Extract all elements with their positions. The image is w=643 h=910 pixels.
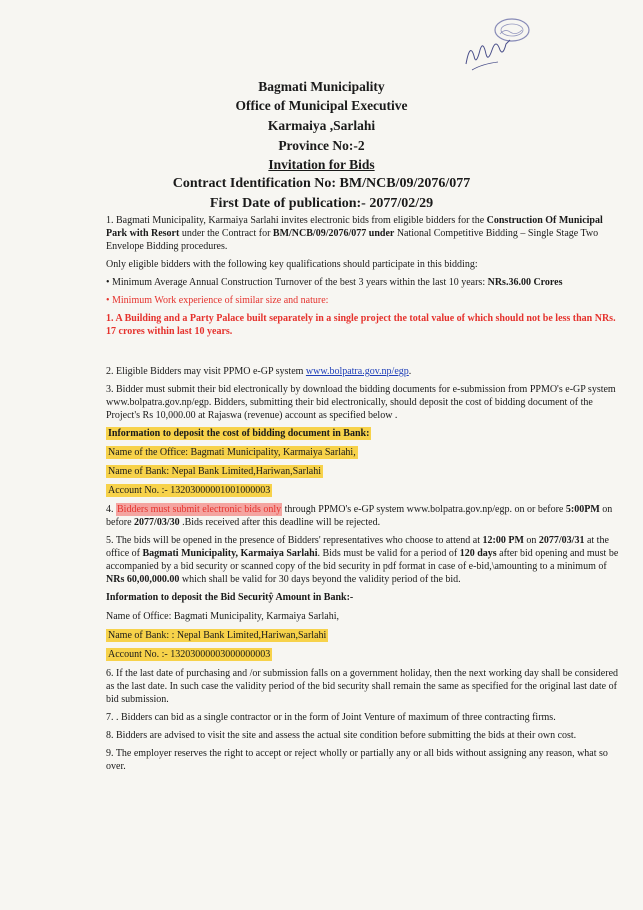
office-name: Office of Municipal Executive	[235, 98, 408, 113]
eligibility-intro: Only eligible bidders with the following key qualifications should participate in this bidding:	[106, 259, 478, 270]
document-title: Invitation for Bids	[268, 157, 375, 172]
egp-link[interactable]: www.bolpatra.gov.np/egp	[305, 366, 409, 377]
building-requirement: 1. A Building and a Party Palace built separately in a single project the total value of which should not be less than NRs. 17 crores within last 10 years.	[106, 313, 616, 337]
bank-name: Name of Bank: Nepal Bank Limited,Hariwan,Sarlahi	[108, 466, 321, 477]
bank-office-name: Name of the Office: Bagmati Municipality, Karmaiya Sarlahi,	[108, 447, 356, 458]
paragraph-2: 2. Eligible Bidders may visit PPMO e-GP system www.bolpatra.gov.np/egp.	[106, 366, 412, 377]
paragraph-9: 9. The employer reserves the right to accept or reject wholly or partially any or all bids without assigning any reason, what so over.	[106, 748, 608, 772]
publication-date: First Date of publication:- 2077/02/29	[209, 196, 434, 211]
org-name: Bagmati Municipality	[258, 79, 385, 94]
document-body	[106, 214, 622, 778]
paragraph-3: 3. Bidder must submit their bid electronically by download the bidding documents for e-submission from PPMO's e-GP system www.bolpatra.gov.np/egp. Bidders, submitting their bid electronically, should deposit the cost of bidding document of the Project's Rs 10,000.00 at Rajaswa (revenue) account as specified below .	[106, 384, 616, 421]
paragraph-4: 4. Bidders must submit electronic bids only through PPMO's e-GP system www.bolpatra.gov.np/egp. on or before 5:00PM on before 2077/03/30 .Bids received after this deadline will be rejected.	[106, 504, 613, 528]
paragraph-6: 6. If the last date of purchasing and /or submission falls on a government holiday, then the next working day shall be considered as the last date. In such case the validity period of the bid security shall remain the same as specified for the original last date of bid submission.	[106, 668, 619, 705]
province: Province No:-2	[278, 138, 365, 153]
bullet-turnover: • Minimum Average Annual Construction Turnover of the best 3 years within the last 10 years: NRs.36.00 Crores	[106, 277, 563, 288]
office-stamp-signature	[460, 12, 540, 82]
paragraph-1: 1. Bagmati Municipality, Karmaiya Sarlahi invites electronic bids from eligible bidders for the Construction Of Municipal Park with Resort under the Contract for BM/NCB/09/2076/077 under National Competitive Bidding – Single Stage Two Envelope Bidding procedures.	[106, 215, 603, 252]
paragraph-5: 5. The bids will be opened in the presence of Bidders' representatives who choose to attend at 12:00 PM on 2077/03/31 at the office of Bagmati Municipality, Karmaiya Sarlahi. Bids must be valid for a period of 120 days after bid opening and must be accompanied by a bid security or scanned copy of the bid security in pdf format in case of e-bid,\amounting to a minimum of NRs 60,00,000.00 which shall be valid for 30 days beyond the validity period of the bid.	[106, 535, 619, 585]
contract-id: Contract Identification No: BM/NCB/09/2076/077	[172, 176, 471, 191]
address: Karmaiya ,Sarlahi	[267, 118, 376, 133]
bank-info-security	[106, 591, 622, 661]
security-info-heading: Information to deposit the Bid Securitŷ Amount in Bank:-	[106, 592, 354, 603]
bank-info-heading: Information to deposit the cost of bidding document in Bank:	[108, 428, 370, 439]
security-bank-name: Name of Bank: : Nepal Bank Limited,Hariwan,Sarlahi	[108, 630, 327, 641]
security-office-name: Name of Office: Bagmati Municipality, Karmaiya Sarlahi,	[106, 611, 339, 622]
paragraph-8: 8. Bidders are advised to visit the site and assess the actual site condition before submitting the bids at their own cost.	[106, 730, 577, 741]
bank-info-document	[106, 427, 622, 497]
paragraph-7: 7. . Bidders can bid as a single contractor or in the form of Joint Venture of maximum of three contracting firms.	[106, 712, 556, 723]
bullet-experience: • Minimum Work experience of similar size and nature:	[106, 295, 329, 306]
security-account: Account No. :- 13203000003000000003	[108, 649, 271, 660]
bank-account: Account No. :- 13203000001001000003	[108, 485, 271, 496]
